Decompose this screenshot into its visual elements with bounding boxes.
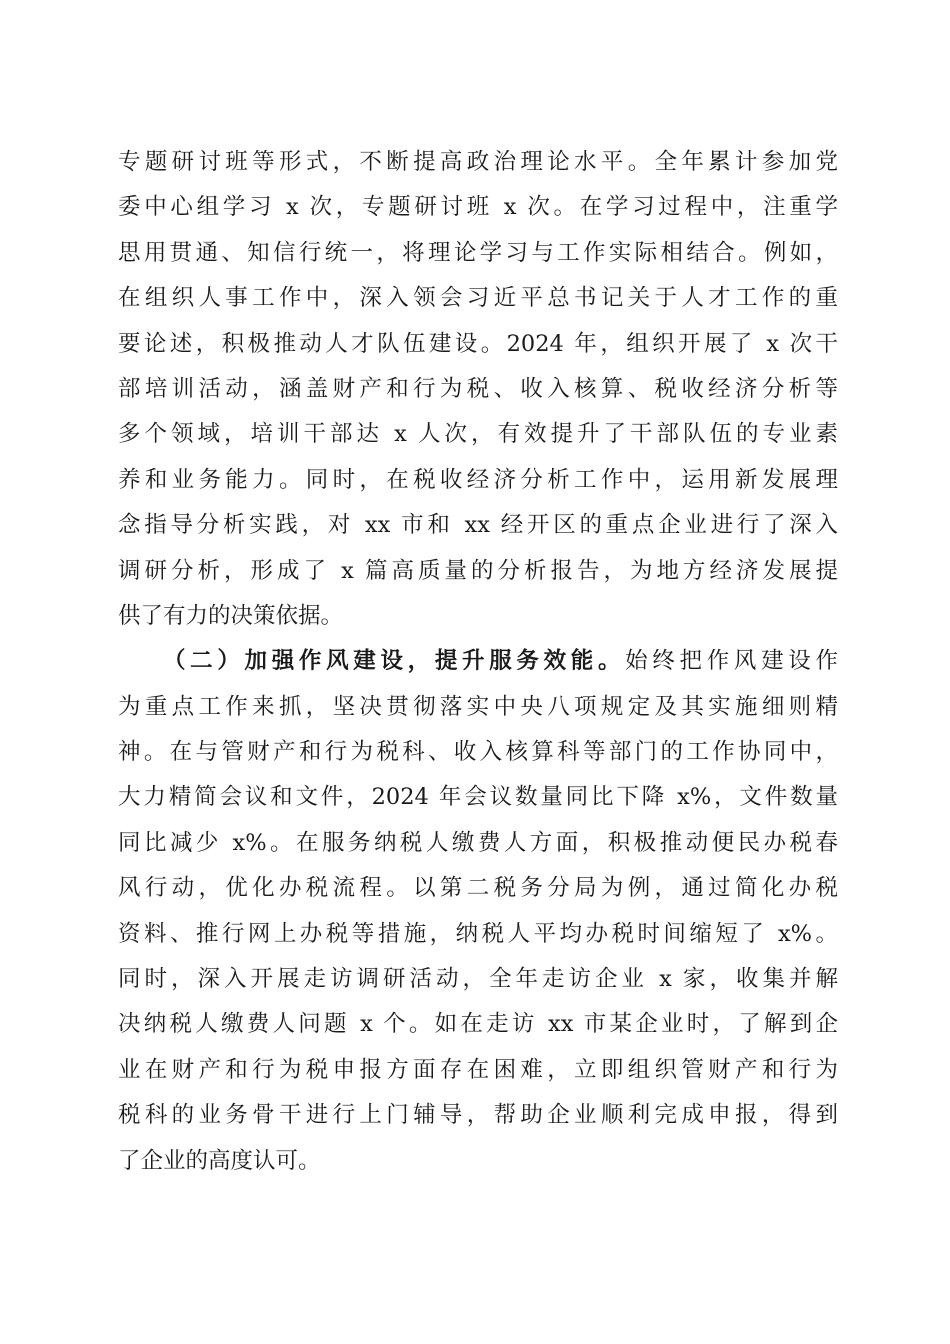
section-heading-line (118, 639, 838, 684)
paragraph-1 (118, 140, 838, 639)
text-line: 多个领域，培训干部达 x 人次，有效提升了干部队伍的专业素 (118, 421, 838, 448)
text-line: 资料、推行网上办税等措施，纳税人平均办税时间缩短了 x%。 (118, 920, 838, 947)
text-line: 风行动，优化办税流程。以第二税务分局为例，通过简化办税 (118, 875, 838, 902)
body-text (118, 140, 838, 1184)
text-line: 思用贯通、知信行统一，将理论学习与工作实际相结合。例如， (118, 239, 838, 266)
text-line: 委中心组学习 x 次，专题研讨班 x 次。在学习过程中，注重学 (118, 194, 838, 221)
text-line: 税科的业务骨干进行上门辅导，帮助企业顺利完成申报，得到 (118, 1102, 838, 1129)
text-line: 业在财产和行为税申报方面存在困难，立即组织管财产和行为 (118, 1056, 838, 1083)
text-line: 部培训活动，涵盖财产和行为税、收入核算、税收经济分析等 (118, 375, 838, 402)
text-line: 决纳税人缴费人问题 x 个。如在走访 xx 市某企业时，了解到企 (118, 1011, 838, 1038)
text-line: 在组织人事工作中，深入领会习近平总书记关于人才工作的重 (118, 285, 838, 312)
text-line: 大力精简会议和文件，2024 年会议数量同比下降 x%，文件数量 (118, 784, 838, 811)
text-line: 养和业务能力。同时，在税收经济分析工作中，运用新发展理 (118, 466, 838, 493)
text-line: 同比减少 x%。在服务纳税人缴费人方面，积极推动便民办税春 (118, 829, 838, 856)
text-line: 要论述，积极推动人才队伍建设。2024 年，组织开展了 x 次干 (118, 330, 838, 357)
text-line: 了企业的高度认可。 (118, 1147, 321, 1174)
text-line: 念指导分析实践，对 xx 市和 xx 经开区的重点企业进行了深入 (118, 512, 838, 539)
text-line: 调研分析，形成了 x 篇高质量的分析报告，为地方经济发展提 (118, 557, 838, 584)
text-line: 专题研讨班等形式，不断提高政治理论水平。全年累计参加党 (118, 149, 838, 175)
text-line: 供了有力的决策依据。 (118, 602, 344, 629)
text-line: 为重点工作来抓，坚决贯彻落实中央八项规定及其实施细则精 (118, 693, 838, 720)
text-span: 始终把作风建设作 (625, 648, 838, 675)
section-heading: （二）加强作风建设，提升服务效能。 (163, 648, 626, 675)
paragraph-2 (118, 639, 838, 1184)
text-line: 同时，深入开展走访调研活动，全年走访企业 x 家，收集并解 (118, 966, 838, 993)
text-line: 神。在与管财产和行为税科、收入核算科等部门的工作协同中， (118, 739, 838, 766)
